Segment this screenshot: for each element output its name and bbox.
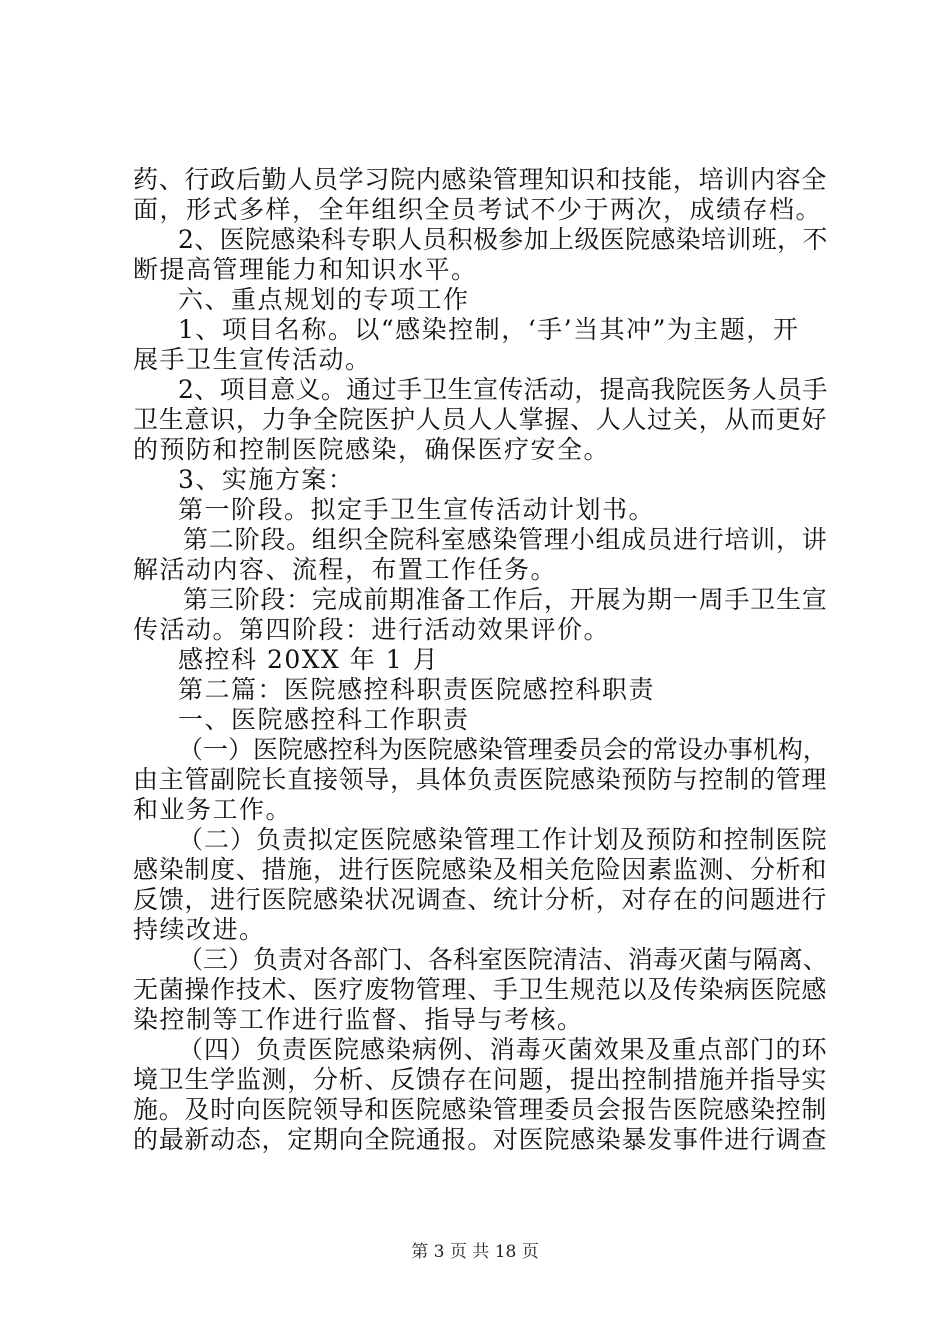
- text-line: 面，形式多样，全年组织全员考试不少于两次，成绩存档。: [133, 195, 823, 224]
- text-line: 的最新动态，定期向全院通报。对医院感染暴发事件进行调查: [133, 1125, 828, 1154]
- text-line: 3、实施方案：: [178, 465, 355, 494]
- text-line: 感染制度、措施，进行医院感染及相关危险因素监测、分析和: [133, 855, 828, 884]
- text-line: 一、医院感控科工作职责: [178, 705, 470, 734]
- text-line: 和业务工作。: [133, 795, 293, 824]
- text-line: 第二阶段。组织全院科室感染管理小组成员进行培训，讲: [183, 525, 828, 554]
- text-line: 持续改进。: [133, 915, 266, 944]
- text-line: 第三阶段：完成前期准备工作后，开展为期一周手卫生宣: [183, 585, 828, 614]
- text-line: 施。及时向医院领导和医院感染管理委员会报告医院感染控制: [133, 1095, 828, 1124]
- text-line: （三）负责对各部门、各科室医院清洁、消毒灭菌与隔离、: [178, 945, 828, 974]
- text-line: 药、行政后勤人员学习院内感染管理知识和技能，培训内容全: [133, 165, 828, 194]
- text-line: 断提高管理能力和知识水平。: [133, 255, 478, 284]
- text-line: 无菌操作技术、医疗废物管理、手卫生规范以及传染病医院感: [133, 975, 828, 1004]
- text-line: 解活动内容、流程，布置工作任务。: [133, 555, 558, 584]
- text-line: 由主管副院长直接领导，具体负责医院感染预防与控制的管理: [133, 765, 828, 794]
- text-line: 卫生意识，力争全院医护人员人人掌握、人人过关，从而更好: [133, 405, 828, 434]
- text-line: 传活动。第四阶段：进行活动效果评价。: [133, 615, 611, 644]
- text-line: 六、重点规划的专项工作: [178, 285, 470, 314]
- text-line: （二）负责拟定医院感染管理工作计划及预防和控制医院: [178, 825, 828, 854]
- text-line: 展手卫生宣传活动。: [133, 345, 372, 374]
- document-body: [133, 165, 833, 1155]
- text-line: 染控制等工作进行监督、指导与考核。: [133, 1005, 584, 1034]
- text-line: 2、项目意义。通过手卫生宣传活动，提高我院医务人员手: [178, 375, 828, 404]
- text-line: 第一阶段。拟定手卫生宣传活动计划书。: [178, 495, 656, 524]
- page-footer: 第 3 页 共 18 页: [411, 1242, 539, 1262]
- text-line: 的预防和控制医院感染，确保医疗安全。: [133, 435, 611, 464]
- text-line: （一）医院感控科为医院感染管理委员会的常设办事机构，: [178, 735, 828, 764]
- text-line: （四）负责医院感染病例、消毒灭菌效果及重点部门的环: [178, 1035, 828, 1064]
- text-line: 境卫生学监测，分析、反馈存在问题，提出控制措施并指导实: [133, 1065, 828, 1094]
- text-line: 第二篇：医院感控科职责医院感控科职责: [178, 675, 656, 704]
- text-line: 2、医院感染科专职人员积极参加上级医院感染培训班，不: [178, 225, 828, 254]
- text-line: 1、项目名称。以“感染控制，‘手’当其冲”为主题，开: [178, 315, 800, 344]
- text-line: 感控科 20XX 年 1 月: [178, 645, 440, 674]
- text-line: 反馈，进行医院感染状况调查、统计分析，对存在的问题进行: [133, 885, 828, 914]
